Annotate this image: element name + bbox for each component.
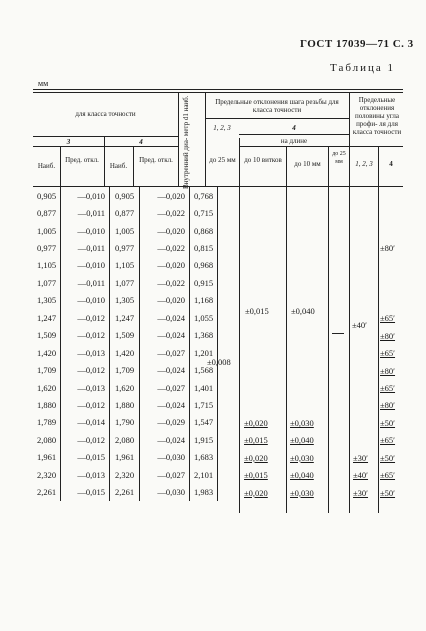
table-cell: 1,509 xyxy=(33,327,61,344)
table-cell: 2,080 xyxy=(110,431,140,448)
table-row xyxy=(33,222,218,239)
table-cell: 2,101 xyxy=(190,466,218,483)
table-cell: —0,020 xyxy=(140,292,190,309)
table-row xyxy=(33,379,218,396)
table-cell: 1,305 xyxy=(110,292,140,309)
table-cell: 1,368 xyxy=(190,327,218,344)
unit-label: мм xyxy=(38,79,49,88)
table-cell: —0,022 xyxy=(140,239,190,256)
header-vline xyxy=(205,92,206,186)
angle-cls4-value: ±65′ xyxy=(380,313,396,324)
table-cell: —0,024 xyxy=(140,309,190,326)
pitch-10turns-value: ±0,020 xyxy=(244,452,268,463)
naib-label-3: Наиб. xyxy=(37,162,56,170)
header-hline xyxy=(239,134,349,135)
header-hline xyxy=(33,136,178,137)
pitch-10mm-value: ±0,030 xyxy=(290,487,314,498)
table-cell: —0,024 xyxy=(140,396,190,413)
table-cell: 1,983 xyxy=(190,483,218,500)
class4-label: 4 xyxy=(139,138,143,146)
table-cell: 1,683 xyxy=(190,449,218,466)
naib-label-4: Наиб. xyxy=(109,162,128,170)
angle-cls4-value: ±50′ xyxy=(380,452,396,463)
table-cell: 2,320 xyxy=(110,466,140,483)
table-cell: —0,020 xyxy=(140,257,190,274)
header-hline xyxy=(239,146,349,147)
table-cell: 1,620 xyxy=(110,379,140,396)
pred-otkl-label-4: Пред. откл. xyxy=(139,156,173,164)
dash-mark xyxy=(332,333,344,334)
table-cell: 2,261 xyxy=(33,483,61,500)
table-cell: 0,877 xyxy=(110,204,140,221)
table-cell: —0,020 xyxy=(140,187,190,204)
angle-class4-label: 4 xyxy=(389,160,393,168)
half-angle-label: Предельные отклонения половины угла профи- ля для класса точности xyxy=(352,96,402,136)
table-cell: —0,012 xyxy=(61,361,110,378)
pitch-10mm-value: ±0,030 xyxy=(290,417,314,428)
table-row xyxy=(33,483,218,500)
class-label: для класса точности xyxy=(75,110,136,118)
table-cell: —0,014 xyxy=(61,414,110,431)
pitch-class4-label: 4 xyxy=(292,124,296,132)
inner-diameter-label: Внутренний диа- метр d1 наиб. xyxy=(182,95,190,189)
pitch-10turns-value: ±0,015 xyxy=(244,470,268,481)
angle-cls4-value: ±80′ xyxy=(380,330,396,341)
table-row xyxy=(33,396,218,413)
table-cell: 0,905 xyxy=(33,187,61,204)
table-cell: 1,709 xyxy=(110,361,140,378)
table-cell: 2,320 xyxy=(33,466,61,483)
upto-25mm-label-b: до 25 мм xyxy=(332,151,346,165)
angle-class123-label: 1, 2, 3 xyxy=(355,160,373,168)
table-cell: 2,080 xyxy=(33,431,61,448)
table-cell: —0,024 xyxy=(140,361,190,378)
table-cell: —0,027 xyxy=(140,466,190,483)
angle-cls4-value: ±65′ xyxy=(380,348,396,359)
table-cell: —0,013 xyxy=(61,466,110,483)
table-cell: 1,709 xyxy=(33,361,61,378)
data-table xyxy=(33,187,218,501)
table-cell: 0,815 xyxy=(190,239,218,256)
table-cell: —0,024 xyxy=(140,431,190,448)
body-vline xyxy=(239,187,240,513)
table-cell: 1,247 xyxy=(110,309,140,326)
table-cell: —0,015 xyxy=(61,483,110,500)
table-cell: —0,030 xyxy=(140,449,190,466)
table-cell: 1,789 xyxy=(33,414,61,431)
pitch-class123-label: 1, 2, 3 xyxy=(213,124,231,132)
table-cell: 1,880 xyxy=(33,396,61,413)
angle-cls4-value: ±80′ xyxy=(380,400,396,411)
table-row xyxy=(33,309,218,326)
table-cell: —0,015 xyxy=(61,449,110,466)
table-cell: —0,012 xyxy=(61,431,110,448)
pitch-10mm-value: ±0,040 xyxy=(290,470,314,481)
pitch-10mm-value: ±0,040 xyxy=(290,435,314,446)
angle-cls4-value: ±80′ xyxy=(380,365,396,376)
table-title: Таблица 1 xyxy=(330,62,396,74)
table-cell: —0,027 xyxy=(140,344,190,361)
table-cell: 1,715 xyxy=(190,396,218,413)
table-row xyxy=(33,239,218,256)
table-cell: 1,620 xyxy=(33,379,61,396)
angle-cls4-value: ±65′ xyxy=(380,382,396,393)
table-cell: 1,880 xyxy=(110,396,140,413)
table-row xyxy=(33,327,218,344)
table-cell: —0,010 xyxy=(61,187,110,204)
body-vline xyxy=(286,187,287,513)
table-cell: —0,022 xyxy=(140,274,190,291)
pitch-10turns-value: ±0,015 xyxy=(244,435,268,446)
table-row xyxy=(33,361,218,378)
document-code: ГОСТ 17039—71 С. 3 xyxy=(300,38,414,50)
table-row xyxy=(33,204,218,221)
top-double-rule-2 xyxy=(33,92,403,93)
header-vline xyxy=(133,146,134,186)
header-vline xyxy=(178,92,179,186)
top-double-rule-1 xyxy=(33,89,403,90)
table-cell: 0,877 xyxy=(33,204,61,221)
angle-cls4-value: ±65′ xyxy=(380,470,396,481)
class3-label: 3 xyxy=(66,138,71,146)
table-cell: 1,005 xyxy=(33,222,61,239)
header-hline xyxy=(349,146,403,147)
table-cell: 1,055 xyxy=(190,309,218,326)
table-cell: —0,012 xyxy=(61,327,110,344)
pred-otkl-label-3: Пред. откл. xyxy=(65,156,99,164)
table-cell: —0,011 xyxy=(61,239,110,256)
table-row xyxy=(33,257,218,274)
pitch-10turns-value: ±0,020 xyxy=(244,487,268,498)
table-cell: 1,790 xyxy=(110,414,140,431)
table-row xyxy=(33,344,218,361)
table-cell: 1,247 xyxy=(33,309,61,326)
pitch-10turns-upper: ±0,015 xyxy=(245,306,269,316)
angle-cls4-value: ±80′ xyxy=(380,243,396,254)
table-cell: 1,105 xyxy=(110,257,140,274)
table-cell: 1,105 xyxy=(33,257,61,274)
body-vline xyxy=(349,187,350,513)
body-vline xyxy=(378,187,379,513)
table-cell: 0,977 xyxy=(110,239,140,256)
table-cell: 0,977 xyxy=(33,239,61,256)
table-row xyxy=(33,414,218,431)
table-cell: —0,022 xyxy=(140,204,190,221)
table-cell: —0,012 xyxy=(61,396,110,413)
table-cell: 1,005 xyxy=(110,222,140,239)
angle-cls4-value: ±50′ xyxy=(380,487,396,498)
table-cell: 1,961 xyxy=(33,449,61,466)
header-vline xyxy=(60,146,61,186)
table-cell: 1,420 xyxy=(33,344,61,361)
upto-10mm-label: до 10 мм xyxy=(294,160,321,168)
table-cell: —0,010 xyxy=(61,257,110,274)
table-cell: 1,077 xyxy=(33,274,61,291)
table-cell: —0,012 xyxy=(61,309,110,326)
table-cell: —0,013 xyxy=(61,344,110,361)
table-cell: 2,261 xyxy=(110,483,140,500)
table-row xyxy=(33,274,218,291)
table-cell: —0,029 xyxy=(140,414,190,431)
table-cell: 0,968 xyxy=(190,257,218,274)
table-cell: —0,011 xyxy=(61,274,110,291)
pitch-10mm-value: ±0,030 xyxy=(290,452,314,463)
table-cell: 1,305 xyxy=(33,292,61,309)
angle-cls123-value: ±30′ xyxy=(353,487,369,498)
table-cell: 1,077 xyxy=(110,274,140,291)
angle-cls4-value: ±65′ xyxy=(380,435,396,446)
upto-25mm-label: до 25 мм xyxy=(209,156,236,164)
table-cell: 0,768 xyxy=(190,187,218,204)
table-cell: 0,868 xyxy=(190,222,218,239)
angle-cls123-upper: ±40′ xyxy=(352,320,368,330)
table-cell: —0,010 xyxy=(61,222,110,239)
angle-cls4-value: ±50′ xyxy=(380,417,396,428)
table-row xyxy=(33,466,218,483)
table-cell: 1,201 xyxy=(190,344,218,361)
table-row xyxy=(33,292,218,309)
pitch-deviation-label: Предельные отклонения шага резьбы для класса точности xyxy=(215,98,339,114)
header-hline xyxy=(205,118,349,119)
table-row xyxy=(33,187,218,204)
table-cell: —0,024 xyxy=(140,327,190,344)
table-cell: 0,905 xyxy=(110,187,140,204)
table-cell: 1,509 xyxy=(110,327,140,344)
pitch-10mm-upper: ±0,040 xyxy=(291,306,315,316)
angle-cls123-value: ±40′ xyxy=(353,470,369,481)
table-cell: —0,010 xyxy=(61,292,110,309)
header-hline xyxy=(33,146,178,147)
table-cell: 1,547 xyxy=(190,414,218,431)
table-cell: 1,401 xyxy=(190,379,218,396)
pitch-upto25-value: ±0,008 xyxy=(207,357,231,367)
table-row xyxy=(33,449,218,466)
table-cell: 1,915 xyxy=(190,431,218,448)
on-length-label: на длине xyxy=(280,137,308,145)
table-cell: 0,715 xyxy=(190,204,218,221)
table-cell: 0,915 xyxy=(190,274,218,291)
table-cell: —0,011 xyxy=(61,204,110,221)
table-cell: 1,961 xyxy=(110,449,140,466)
table-cell: —0,030 xyxy=(140,483,190,500)
body-vline xyxy=(328,187,329,513)
table-cell: —0,020 xyxy=(140,222,190,239)
pitch-10turns-value: ±0,020 xyxy=(244,417,268,428)
table-row xyxy=(33,431,218,448)
table-cell: 1,420 xyxy=(110,344,140,361)
table-cell: —0,013 xyxy=(61,379,110,396)
table-cell: —0,027 xyxy=(140,379,190,396)
table-cell: 1,568 xyxy=(190,361,218,378)
upto-10-turns-label: до 10 витков xyxy=(244,156,282,164)
table-cell: 1,168 xyxy=(190,292,218,309)
angle-cls123-value: ±30′ xyxy=(353,452,369,463)
